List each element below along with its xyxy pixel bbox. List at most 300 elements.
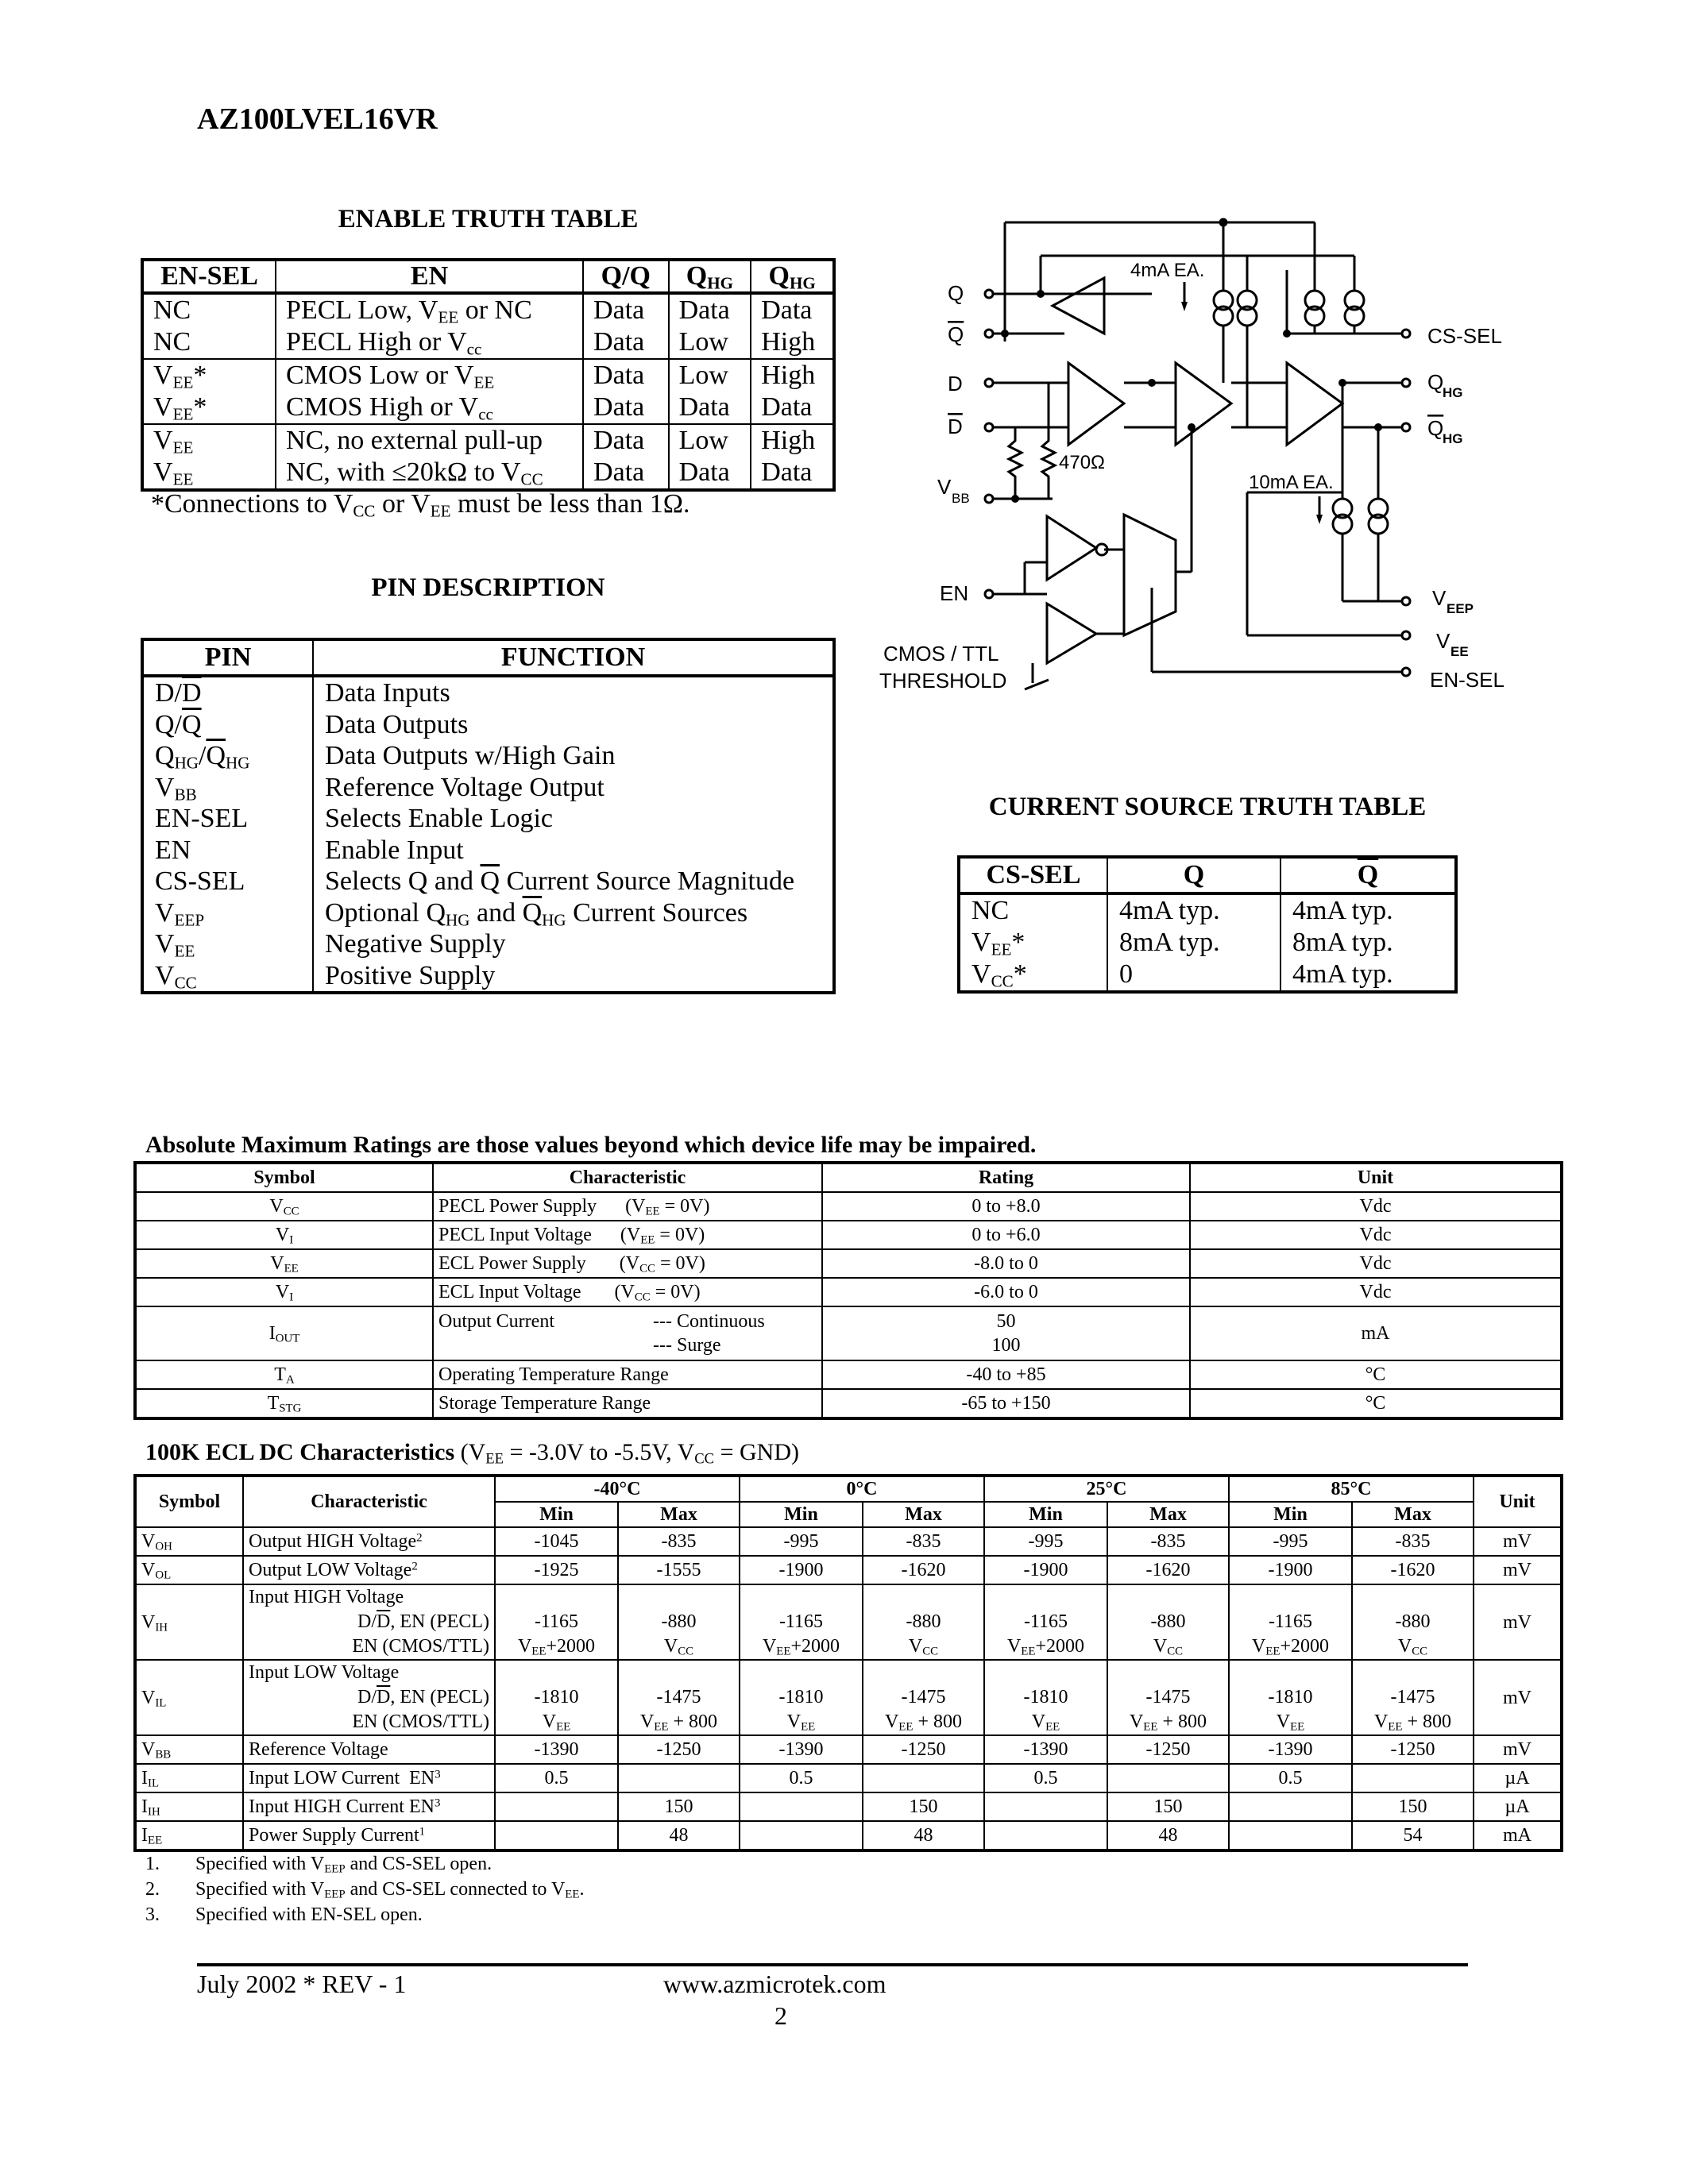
value-cell: -1620: [1352, 1556, 1474, 1584]
value-pecl: -1810: [1268, 1687, 1313, 1707]
value-cell: [495, 1660, 618, 1735]
block-diagram: [874, 206, 1549, 715]
value-cell: [1107, 1584, 1229, 1660]
current-source-title: CURRENT SOURCE TRUTH TABLE: [988, 793, 1427, 821]
characteristic-cell: Reference Voltage: [243, 1735, 495, 1764]
value-cell: -1900: [1229, 1556, 1352, 1584]
col-header-unit: Unit: [1474, 1476, 1562, 1527]
characteristic-cell: Storage Temperature Range: [433, 1389, 822, 1418]
value-cell: [1229, 1660, 1352, 1735]
value-cell: 48: [618, 1821, 740, 1850]
value-cell: -995: [740, 1527, 863, 1556]
value-cell: [618, 1660, 740, 1735]
value-cell: -1250: [1352, 1735, 1474, 1764]
diagram-label-qhgb-sub: HG: [1443, 431, 1463, 446]
col-header-q: Q: [1107, 857, 1280, 893]
pin-description-title: PIN DESCRIPTION: [371, 573, 605, 602]
value-cmos: $V_{EE} + 800$: [1373, 1711, 1452, 1734]
ensel-cell: $V_{EE}$: [142, 424, 276, 457]
value-pecl: -1165: [534, 1611, 579, 1632]
value-cell: [495, 1584, 618, 1660]
col-header-max: Max: [1107, 1502, 1229, 1527]
qhgb-cell: Data: [751, 457, 834, 490]
dc-note-2: 2. Specified with $V_{EEP}$ and CS-SEL connected to $V_{EE}$.: [145, 1879, 585, 1901]
value-cell: -835: [1107, 1527, 1229, 1556]
value-pecl: -1165: [778, 1611, 824, 1632]
rating-cell: 0 to +6.0: [822, 1221, 1190, 1249]
absolute-max-table: [133, 1161, 1563, 1420]
vil-char-pecl: $D/\overline{D}$, EN (PECL): [357, 1687, 489, 1707]
col-header-symbol: Symbol: [135, 1163, 433, 1192]
en-cell: PECL Low, $V_{EE}$ or NC: [276, 293, 583, 326]
value-cmos: $V_{CC}$: [663, 1636, 694, 1658]
symbol-cell: $V_{OL}$: [135, 1556, 243, 1584]
characteristic-cell: [243, 1584, 495, 1660]
q-cell: Data: [583, 457, 669, 490]
col-header-characteristic: Characteristic: [433, 1163, 822, 1192]
col-header-temp: -40°C: [495, 1476, 740, 1502]
diagram-label-cssel: CS-SEL: [1427, 324, 1502, 348]
value-pecl: -1810: [534, 1687, 579, 1707]
value-cmos: $V_{EE}$: [542, 1711, 571, 1734]
value-cell: -1620: [1107, 1556, 1229, 1584]
col-header-max: Max: [863, 1502, 984, 1527]
function-cell: Data Outputs: [313, 709, 834, 741]
unit-cell: µA: [1474, 1764, 1562, 1792]
col-header-temp: 0°C: [740, 1476, 984, 1502]
value-cmos: $V_{CC}$: [1153, 1636, 1184, 1658]
function-cell: Data Outputs w/High Gain: [313, 740, 834, 772]
characteristic-cell: Input LOW Current $EN^3$: [243, 1764, 495, 1792]
qhg-cell: Data: [669, 457, 751, 490]
value-cell: [1352, 1764, 1474, 1792]
diagram-label-qhgb: Q: [1427, 416, 1444, 440]
table-row: [135, 1584, 1562, 1660]
table-row: [135, 1764, 1562, 1792]
value-cell: [1107, 1660, 1229, 1735]
value-cell: [740, 1584, 863, 1660]
unit-cell: mA: [1190, 1306, 1562, 1360]
diagram-label-vbb: V: [937, 475, 952, 499]
q-cell: Data: [583, 392, 669, 424]
vih-char-cmos: EN (CMOS/TTL): [352, 1636, 489, 1657]
current-source-table: [957, 855, 1458, 994]
iout-surge: --- Surge: [653, 1335, 721, 1356]
value-pecl: -880: [1150, 1611, 1186, 1632]
pin-cell: $V_{EEP}$: [142, 897, 313, 929]
symbol-cell: $T_{STG}$: [135, 1389, 433, 1418]
value-cell: [618, 1584, 740, 1660]
pin-cell: $V_{CC}$: [142, 960, 313, 994]
unit-cell: °C: [1190, 1360, 1562, 1389]
enable-table-footnote: *Connections to $V_{CC}$ or $V_{EE}$ must be less than 1Ω.: [151, 489, 690, 521]
table-row: [135, 1792, 1562, 1821]
col-header-function: FUNCTION: [313, 639, 834, 676]
diagram-label-veep: V: [1432, 586, 1447, 610]
value-cell: [740, 1792, 863, 1821]
value-cell: -835: [1352, 1527, 1474, 1556]
absolute-max-caption: Absolute Maximum Ratings are those values beyond which device life may be impaired.: [145, 1132, 1037, 1158]
value-cell: 150: [618, 1792, 740, 1821]
en-cell: NC, with ≤20kΩ to $V_{CC}$: [276, 457, 583, 490]
unit-cell: Vdc: [1190, 1221, 1562, 1249]
col-header-min: Min: [984, 1502, 1107, 1527]
enable-table-title: ENABLE TRUTH TABLE: [338, 205, 639, 233]
note-number: 2.: [145, 1879, 160, 1900]
characteristic-cell: [433, 1306, 822, 1360]
value-cell: -1250: [1107, 1735, 1229, 1764]
diagram-label-d: D: [948, 372, 963, 396]
value-cell: 150: [1107, 1792, 1229, 1821]
q-cell: Data: [583, 359, 669, 392]
q-cell: 4mA typ.: [1107, 893, 1280, 927]
symbol-cell: $I_{OUT}$: [135, 1306, 433, 1360]
unit-cell: Vdc: [1190, 1278, 1562, 1306]
diagram-label-10ma: 10mA EA.: [1249, 472, 1334, 493]
qhgb-cell: Data: [751, 392, 834, 424]
pin-cell: $Q_{HG}/\overline{Q}_{HG}$: [142, 740, 313, 772]
value-cell: [1107, 1764, 1229, 1792]
value-cmos: $V_{EE}+2000$: [1006, 1636, 1085, 1658]
footer-url[interactable]: www.azmicrotek.com: [663, 1970, 886, 1998]
pin-cell: $V_{EE}$: [142, 928, 313, 960]
value-cmos: $V_{CC}$: [1397, 1636, 1428, 1658]
symbol-cell: $T_A$: [135, 1360, 433, 1389]
q-cell: 0: [1107, 959, 1280, 992]
col-header-temp: 85°C: [1229, 1476, 1474, 1502]
dc-note-1: 1. Specified with $V_{EEP}$ and CS-SEL open.: [145, 1854, 492, 1876]
value-pecl: -1165: [1268, 1611, 1313, 1632]
unit-cell: °C: [1190, 1389, 1562, 1418]
unit-cell: mV: [1474, 1527, 1562, 1556]
diagram-label-qhg: Q: [1427, 370, 1444, 394]
value-cell: [984, 1660, 1107, 1735]
value-cell: 150: [863, 1792, 984, 1821]
value-cell: -1925: [495, 1556, 618, 1584]
vil-char-title: Input LOW Voltage: [249, 1662, 400, 1683]
iout-char: Output Current: [438, 1311, 554, 1332]
pin-description-table: [141, 638, 836, 994]
rating-cell: -6.0 to 0: [822, 1278, 1190, 1306]
value-cell: -1900: [740, 1556, 863, 1584]
value-cell: -1390: [1229, 1735, 1352, 1764]
diagram-label-vee: V: [1436, 629, 1450, 653]
ensel-cell: $V_{EE}$: [142, 457, 276, 490]
value-cell: -835: [863, 1527, 984, 1556]
q-cell: Data: [583, 424, 669, 457]
value-cell: [1229, 1821, 1352, 1850]
iout-cont: --- Continuous: [653, 1311, 765, 1332]
rating-cell: [822, 1306, 1190, 1360]
ensel-cell: $V_{EE}*$: [142, 392, 276, 424]
en-cell: PECL High or $V_{cc}$: [276, 326, 583, 359]
value-cell: -1620: [863, 1556, 984, 1584]
col-header-pin: PIN: [142, 639, 313, 676]
value-pecl: -1475: [656, 1687, 701, 1707]
symbol-cell: $V_{IH}$: [135, 1584, 243, 1660]
value-pecl: -1165: [1023, 1611, 1068, 1632]
diagram-label-qb: Q: [948, 322, 964, 346]
diagram-label-en: EN: [940, 581, 969, 605]
value-cell: 150: [1352, 1792, 1474, 1821]
symbol-cell: $I_{EE}$: [135, 1821, 243, 1850]
value-cell: [740, 1821, 863, 1850]
value-cell: [495, 1821, 618, 1850]
value-cmos: $V_{EE} + 800$: [1129, 1711, 1207, 1734]
value-cell: -1390: [495, 1735, 618, 1764]
function-cell: Enable Input: [313, 835, 834, 866]
unit-cell: Vdc: [1190, 1249, 1562, 1278]
pin-cell: $D/\overline{D}$: [142, 676, 313, 709]
characteristic-cell: Output HIGH Voltage$^2$: [243, 1527, 495, 1556]
qb-cell: 4mA typ.: [1280, 959, 1456, 992]
diagram-label-vee-sub: EE: [1450, 644, 1469, 659]
value-pecl: -880: [906, 1611, 941, 1632]
rating-cell: -65 to +150: [822, 1389, 1190, 1418]
col-header-max: Max: [1352, 1502, 1474, 1527]
col-header-temp: 25°C: [984, 1476, 1229, 1502]
value-cell: -995: [984, 1527, 1107, 1556]
col-header-characteristic: Characteristic: [243, 1476, 495, 1527]
dc-characteristics-table: [133, 1474, 1563, 1852]
value-cell: [740, 1660, 863, 1735]
value-cell: [1352, 1584, 1474, 1660]
iout-rating-cont: 50: [996, 1311, 1016, 1332]
table-row: [135, 1660, 1562, 1735]
value-cmos: $V_{EE}+2000$: [1251, 1636, 1330, 1658]
diagram-label-threshold: THRESHOLD: [879, 669, 1007, 693]
unit-cell: Vdc: [1190, 1192, 1562, 1221]
value-pecl: -1475: [1390, 1687, 1435, 1707]
col-header-max: Max: [618, 1502, 740, 1527]
value-cell: [863, 1660, 984, 1735]
col-header-ensel: EN-SEL: [142, 260, 276, 293]
symbol-cell: $V_{CC}$: [135, 1192, 433, 1221]
unit-cell: µA: [1474, 1792, 1562, 1821]
qhg-cell: Low: [669, 359, 751, 392]
en-cell: NC, no external pull-up: [276, 424, 583, 457]
diagram-label-vbb-sub: BB: [952, 491, 970, 506]
diagram-label-470ohm: 470Ω: [1059, 452, 1105, 473]
q-cell: Data: [583, 293, 669, 326]
value-cell: -1045: [495, 1527, 618, 1556]
cssel-cell: $V_{EE}*$: [959, 927, 1107, 959]
value-cell: [1229, 1792, 1352, 1821]
unit-cell: mV: [1474, 1660, 1562, 1735]
value-pecl: -1810: [1023, 1687, 1068, 1707]
symbol-cell: $V_{BB}$: [135, 1735, 243, 1764]
value-pecl: -1475: [901, 1687, 946, 1707]
value-cmos: $V_{CC}$: [908, 1636, 939, 1658]
diagram-label-ensel: EN-SEL: [1430, 668, 1505, 692]
symbol-cell: $V_{EE}$: [135, 1249, 433, 1278]
function-cell: Optional $Q_{HG}$ and $\overline{Q}_{HG}$ Current Sources: [313, 897, 834, 929]
qhg-cell: Data: [669, 293, 751, 326]
col-header-qhgb: $\overline{Q}_{HG}$: [751, 260, 834, 293]
col-header-unit: Unit: [1190, 1163, 1562, 1192]
cssel-cell: $V_{CC}*$: [959, 959, 1107, 992]
value-cmos: $V_{EE} + 800$: [884, 1711, 963, 1734]
characteristic-cell: [243, 1660, 495, 1735]
characteristic-cell: PECL Input Voltage $(V_{EE} = 0V)$: [433, 1221, 822, 1249]
value-cell: -995: [1229, 1527, 1352, 1556]
symbol-cell: $I_{IH}$: [135, 1792, 243, 1821]
pin-cell: $Q/\overline{Q}$: [142, 709, 313, 741]
value-cmos: $V_{EE}$: [1276, 1711, 1305, 1734]
pin-cell: $V_{BB}$: [142, 772, 313, 804]
symbol-cell: $V_{IL}$: [135, 1660, 243, 1735]
col-header-qb: [1280, 857, 1456, 893]
qhgb-cell: High: [751, 424, 834, 457]
characteristic-cell: Power Supply Current$^1$: [243, 1821, 495, 1850]
diagram-label-q: Q: [948, 281, 964, 305]
characteristic-cell: Output LOW Voltage$^2$: [243, 1556, 495, 1584]
note-number: 3.: [145, 1904, 160, 1925]
part-number: AZ100LVEL16VR: [197, 102, 438, 136]
pin-cell: EN-SEL: [142, 803, 313, 835]
pin-cell: CS-SEL: [142, 866, 313, 897]
characteristic-cell: ECL Input Voltage $(V_{CC} = 0V)$: [433, 1278, 822, 1306]
dc-caption-bold: 100K ECL DC Characteristics: [145, 1439, 455, 1465]
qb-cell: 4mA typ.: [1280, 893, 1456, 927]
col-header-symbol: Symbol: [135, 1476, 243, 1527]
value-cell: -835: [618, 1527, 740, 1556]
value-cell: [863, 1764, 984, 1792]
value-cell: [984, 1584, 1107, 1660]
value-cmos: $V_{EE}+2000$: [762, 1636, 840, 1658]
qhg-cell: Low: [669, 326, 751, 359]
rating-cell: 0 to +8.0: [822, 1192, 1190, 1221]
col-header-rating: Rating: [822, 1163, 1190, 1192]
function-cell: Selects Q and $\overline{Q}$ Current Source Magnitude: [313, 866, 834, 897]
characteristic-cell: Operating Temperature Range: [433, 1360, 822, 1389]
iout-rating-surge: 100: [991, 1335, 1021, 1356]
qhgb-cell: High: [751, 326, 834, 359]
qb-cell: 8mA typ.: [1280, 927, 1456, 959]
qhgb-cell: High: [751, 359, 834, 392]
value-cell: [495, 1792, 618, 1821]
en-cell: CMOS High or $V_{cc}$: [276, 392, 583, 424]
diagram-label-qhg-sub: HG: [1443, 385, 1463, 400]
diagram-label-db: D: [948, 415, 963, 438]
value-cell: -1250: [618, 1735, 740, 1764]
rating-cell: -8.0 to 0: [822, 1249, 1190, 1278]
enable-truth-table: [141, 258, 836, 492]
characteristic-cell: Input HIGH Current $EN^3$: [243, 1792, 495, 1821]
ensel-cell: NC: [142, 293, 276, 326]
value-pecl: -880: [661, 1611, 697, 1632]
ensel-cell: NC: [142, 326, 276, 359]
diagram-label-cmos: CMOS / TTL: [883, 642, 999, 666]
value-pecl: -1475: [1145, 1687, 1191, 1707]
unit-cell: mV: [1474, 1584, 1562, 1660]
value-cell: 48: [863, 1821, 984, 1850]
unit-cell: mV: [1474, 1735, 1562, 1764]
col-header-min: Min: [740, 1502, 863, 1527]
page-number: 2: [774, 2001, 787, 2030]
value-cmos: $V_{EE}$: [786, 1711, 816, 1734]
table-row: [135, 1821, 1562, 1850]
q-cell: Data: [583, 326, 669, 359]
value-cell: [863, 1584, 984, 1660]
dc-note-3: [145, 1904, 423, 1926]
value-cell: [984, 1821, 1107, 1850]
function-cell: Reference Voltage Output: [313, 772, 834, 804]
q-slash: Q/Q: [601, 261, 651, 291]
value-cmos: $V_{EE} + 800$: [639, 1711, 718, 1734]
q-cell: 8mA typ.: [1107, 927, 1280, 959]
function-cell: Positive Supply: [313, 960, 834, 994]
function-cell: Negative Supply: [313, 928, 834, 960]
col-header-en: EN: [276, 260, 583, 293]
ensel-cell: $V_{EE}*$: [142, 359, 276, 392]
table-row: [135, 1556, 1562, 1584]
value-cell: 48: [1107, 1821, 1229, 1850]
footer-date: July 2002 * REV - 1: [197, 1970, 407, 1998]
function-cell: Data Inputs: [313, 676, 834, 709]
cssel-cell: NC: [959, 893, 1107, 927]
value-cell: [984, 1792, 1107, 1821]
vih-char-pecl: $D/\overline{D}$, EN (PECL): [357, 1611, 489, 1632]
value-cmos: $V_{EE}+2000$: [517, 1636, 596, 1658]
value-pecl: -1810: [778, 1687, 824, 1707]
function-cell: Selects Enable Logic: [313, 803, 834, 835]
value-cell: -1390: [740, 1735, 863, 1764]
note-number: 1.: [145, 1854, 160, 1874]
value-cell: -1555: [618, 1556, 740, 1584]
vih-char-title: Input HIGH Voltage: [249, 1587, 404, 1607]
qhg-cell: Data: [669, 392, 751, 424]
value-cell: [618, 1764, 740, 1792]
value-pecl: -880: [1395, 1611, 1431, 1632]
value-cell: 54: [1352, 1821, 1474, 1850]
rating-cell: -40 to +85: [822, 1360, 1190, 1389]
qhg-cell: Low: [669, 424, 751, 457]
symbol-cell: $V_I$: [135, 1278, 433, 1306]
col-header-min: Min: [495, 1502, 618, 1527]
diagram-label-4ma: 4mA EA.: [1130, 260, 1205, 281]
col-header-qhg: $Q_{HG}$: [669, 260, 751, 293]
col-header-min: Min: [1229, 1502, 1352, 1527]
value-cell: [1229, 1584, 1352, 1660]
value-cmos: $V_{EE}$: [1031, 1711, 1060, 1734]
value-cell: 0.5: [1229, 1764, 1352, 1792]
symbol-cell: $V_I$: [135, 1221, 433, 1249]
value-cell: -1900: [984, 1556, 1107, 1584]
symbol-cell: $V_{OH}$: [135, 1527, 243, 1556]
col-header-q: [583, 260, 669, 293]
symbol-cell: $I_{IL}$: [135, 1764, 243, 1792]
vil-char-cmos: EN (CMOS/TTL): [352, 1711, 489, 1732]
diagram-label-veep-sub: EEP: [1447, 601, 1474, 616]
dc-caption: 100K ECL DC Characteristics ($V_{EE} = -3.0V$ to -5.5V, $V_{CC} = GND$): [145, 1439, 799, 1468]
unit-cell: mV: [1474, 1556, 1562, 1584]
en-cell: CMOS Low or $V_{EE}$: [276, 359, 583, 392]
table-row: [135, 1527, 1562, 1556]
qhgb-cell: Data: [751, 293, 834, 326]
characteristic-cell: ECL Power Supply $(V_{CC} = 0V)$: [433, 1249, 822, 1278]
value-cell: [1352, 1660, 1474, 1735]
characteristic-cell: PECL Power Supply $(V_{EE} = 0V)$: [433, 1192, 822, 1221]
footer-divider: [197, 1963, 1468, 1966]
table-row: [135, 1735, 1562, 1764]
pin-cell: EN: [142, 835, 313, 866]
qb-text: $\overline{Q}$: [1357, 860, 1379, 889]
col-header-cssel: CS-SEL: [959, 857, 1107, 893]
note-text: Specified with EN-SEL open.: [195, 1904, 423, 1925]
unit-cell: mA: [1474, 1821, 1562, 1850]
value-cell: 0.5: [495, 1764, 618, 1792]
